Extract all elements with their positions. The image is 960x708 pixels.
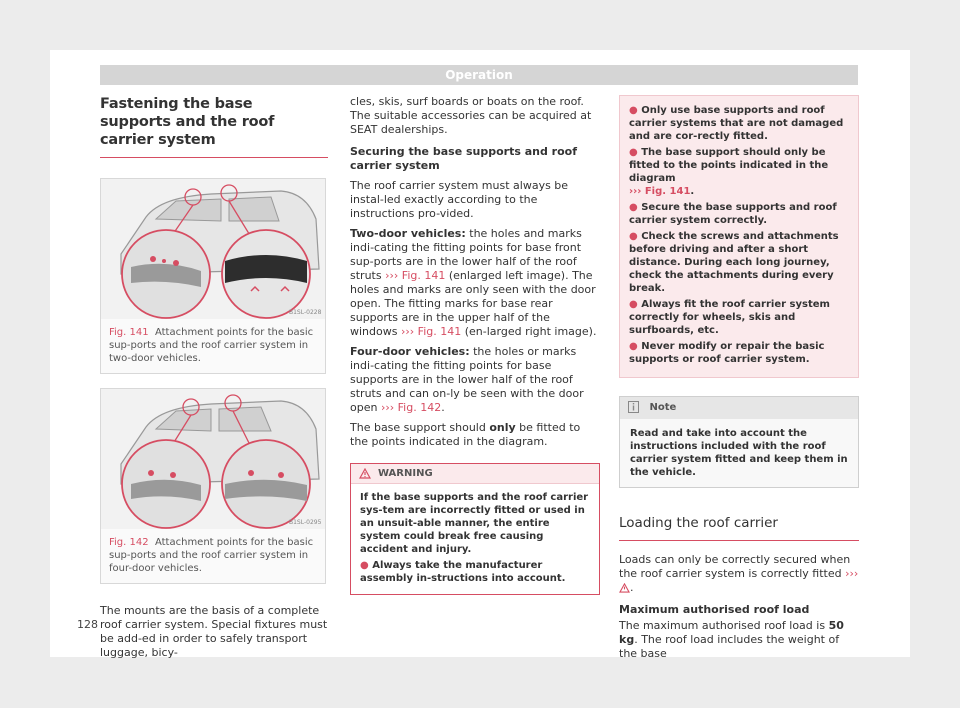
caption-text-141: Attachment points for the basic sup-ports and the roof carrier system in two-door vehicles.: [109, 327, 314, 364]
column-middle: [350, 95, 600, 595]
caption-141: [101, 319, 325, 373]
two-door-label: Two-door vehicles:: [350, 227, 466, 240]
manual-page: [50, 50, 910, 660]
warning-bullet-text: Always take the manufacturer assembly in-structions into account.: [360, 560, 566, 584]
warning-body: [351, 484, 599, 594]
warning-box: [350, 463, 600, 595]
ref-fig-141-link[interactable]: ››› Fig. 141: [629, 186, 691, 197]
two-door-text: the holes and marks indi-cating the fitting points for base front sup-ports are in the lower half of the roof struts: [350, 227, 582, 282]
max-load-text: The maximum authorised roof load is: [619, 619, 829, 632]
heading-loading: Loading the roof carrier: [619, 515, 778, 531]
only-text-a: The base support should: [350, 421, 490, 434]
header-bar: [100, 65, 858, 85]
ref-fig-142-link[interactable]: ››› Fig. 142: [380, 401, 442, 414]
caption-142: [101, 529, 325, 583]
body-text-install: The roof carrier system must always be instal-led exactly according to the instructions pro-vided.: [350, 179, 569, 220]
figure-141: [100, 178, 326, 374]
bullet-item: ● Never modify or repair the basic supports or roof carrier system.: [629, 341, 825, 365]
heading-fastening: Fastening the base supports and the roof carrier system: [100, 96, 275, 148]
fig-label-142: Fig. 142: [109, 537, 149, 548]
max-load-value: 50 kg: [619, 619, 844, 646]
ref-warning-link[interactable]: ›››: [845, 567, 859, 580]
figure-code: B1SL-0295: [289, 519, 322, 526]
two-door-text-2: (enlarged left image). The holes and marks are only seen with the door open. The fitting marks for base rear supports are in the upper half of the windows: [350, 269, 596, 338]
warning-triangle-icon: [619, 583, 630, 593]
figure-142: [100, 388, 326, 584]
car-two-door-illustration: [101, 179, 325, 319]
caption-text-142: Attachment points for the basic sup-ports and the roof carrier system in four-door vehicles.: [109, 537, 314, 574]
four-door-text-end: .: [441, 401, 445, 414]
bullet-dot: ●: [360, 560, 369, 571]
loads-text-end: .: [630, 581, 634, 594]
body-text-mounts: The mounts are the basis of a complete roof carrier system. Special fixtures must be add-ed in order to safely transport luggage, bicy-: [100, 604, 328, 659]
loads-text: Loads can only be correctly secured when the roof carrier system is correctly fitted: [619, 553, 851, 580]
warning-bullet: [360, 559, 590, 585]
heading-rule: [100, 157, 328, 158]
only-text-b: be fitted to the points indicated in the diagram.: [350, 421, 581, 448]
warning-bullets-box: [619, 95, 859, 378]
bullet-item: ● The base support should only be fitted to the points indicated in the diagram ››› Fig. 141.: [629, 147, 829, 197]
warning-text: If the base supports and the roof carrier sys-tem are incorrectly fitted or used in an unsuit-able manner, the entire system could break free causing accident and injury.: [360, 492, 589, 555]
warning-header: [351, 464, 599, 484]
bullet-item: ● Check the screws and attachments before driving and after a short distance. During each long journey, check the attachments during every break.: [629, 231, 839, 294]
note-body: Read and take into account the instructions included with the roof carrier system fitted and keep them in the vehicle.: [620, 419, 858, 487]
four-door-label: Four-door vehicles:: [350, 345, 470, 358]
note-box: [619, 396, 859, 488]
paragraph-only: [350, 421, 600, 449]
note-title: Note: [649, 402, 677, 413]
paragraph-two-door: [350, 227, 600, 339]
paragraph-loads: [619, 553, 859, 595]
paragraph-four-door: [350, 345, 600, 415]
max-load-text-end: . The roof load includes the weight of the base: [619, 633, 840, 660]
bullet-item: ● Always fit the roof carrier system correctly for wheels, skis and surfboards, etc.: [629, 299, 830, 336]
note-header: [620, 397, 858, 419]
subheading-max-load: Maximum authorised roof load: [619, 603, 810, 616]
four-door-text: the holes or marks indi-cating the fitting points for base supports are in the lower half of the roof struts and can on-ly be seen with the door open: [350, 345, 584, 414]
bullet-item: ● Secure the base supports and roof carrier system correctly.: [629, 202, 837, 226]
ref-fig-141-link-2[interactable]: ››› Fig. 141: [400, 325, 462, 338]
column-left: [100, 95, 328, 660]
two-door-text-3: (en-larged right image).: [461, 325, 597, 338]
info-note-icon: [628, 401, 639, 413]
warning-title: WARNING: [377, 468, 433, 479]
paragraph-max-load: [619, 619, 859, 661]
only-emphasis: only: [489, 421, 516, 434]
page-number: 128: [77, 618, 98, 631]
subheading-securing: Securing the base supports and roof carrier system: [350, 145, 578, 172]
section-title: Operation: [445, 68, 513, 82]
fig-label-141: Fig. 141: [109, 327, 149, 338]
figure-code: B1SL-0228: [289, 309, 322, 316]
column-right: [619, 95, 859, 661]
car-four-door-illustration: [101, 389, 325, 529]
ref-fig-141-link[interactable]: ››› Fig. 141: [385, 269, 446, 282]
body-text-continued: cles, skis, surf boards or boats on the roof. The suitable accessories can be acquired at SEAT dealerships.: [350, 95, 592, 136]
warning-triangle-icon: [359, 468, 371, 479]
heading-rule: [619, 540, 859, 541]
bullet-item: ● Only use base supports and roof carrier systems that are not damaged and are cor-rectly fitted.: [629, 105, 844, 142]
